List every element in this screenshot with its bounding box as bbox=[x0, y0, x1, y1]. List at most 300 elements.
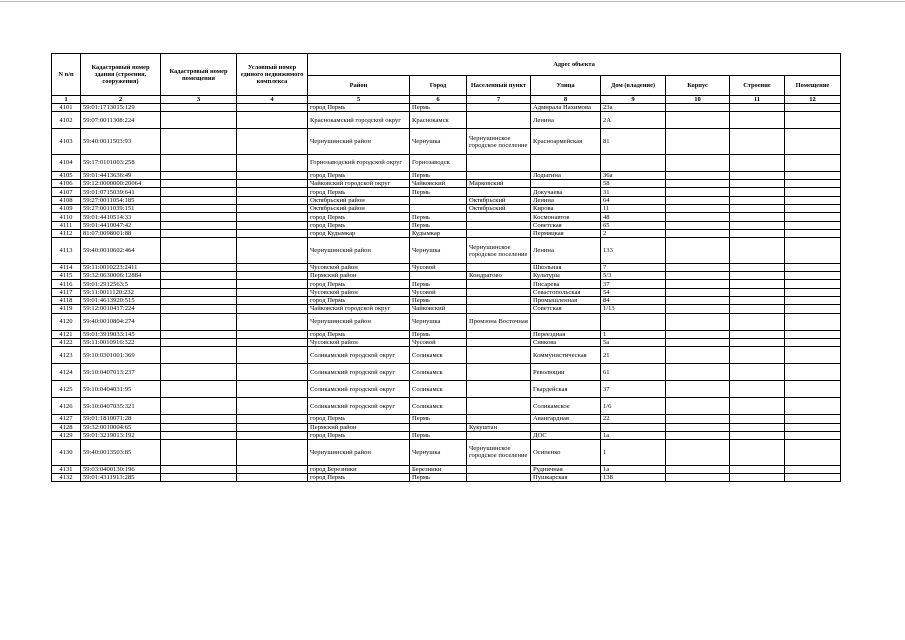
cell-city: Пермь bbox=[410, 431, 467, 439]
cell-locality bbox=[467, 297, 531, 305]
column-number-row bbox=[52, 96, 841, 104]
cell-building bbox=[730, 263, 785, 271]
cell-city: Чайковский bbox=[410, 180, 467, 188]
cell-district: город Березники bbox=[308, 465, 410, 473]
cell-conditional-number bbox=[237, 205, 308, 213]
cell-city bbox=[410, 205, 467, 213]
cell-block bbox=[666, 205, 730, 213]
cell-room bbox=[785, 180, 841, 188]
cell-city: Чусовой bbox=[410, 263, 467, 271]
cell-building bbox=[730, 338, 785, 346]
table-row bbox=[52, 180, 841, 188]
cell-cadastral-building: 81:07:0098001:88 bbox=[81, 229, 161, 237]
cell-room bbox=[785, 263, 841, 271]
cell-district: Чернушинский район bbox=[308, 238, 410, 264]
cell-building bbox=[730, 423, 785, 431]
cell-locality bbox=[467, 330, 531, 338]
cell-row-number: 4119 bbox=[52, 305, 81, 313]
cell-cadastral-room bbox=[161, 347, 237, 364]
table-row bbox=[52, 415, 841, 423]
cell-district: Соликамский городской округ bbox=[308, 364, 410, 381]
header-cadastral-building: Кадастровый номер здания (строения, сооружения) bbox=[81, 54, 161, 96]
cell-city: Пермь bbox=[410, 221, 467, 229]
cell-building bbox=[730, 297, 785, 305]
cell-row-number: 4104 bbox=[52, 154, 81, 171]
cell-cadastral-building: 59:10:0301001:369 bbox=[81, 347, 161, 364]
cell-cadastral-room bbox=[161, 280, 237, 288]
cell-cadastral-building: 59:40:0013503:85 bbox=[81, 440, 161, 466]
cell-cadastral-room bbox=[161, 205, 237, 213]
cell-city: Чернушка bbox=[410, 129, 467, 155]
cell-locality bbox=[467, 112, 531, 129]
table-row bbox=[52, 213, 841, 221]
cell-house: 1/13 bbox=[601, 305, 666, 313]
cell-conditional-number bbox=[237, 213, 308, 221]
cell-cadastral-building: 59:01:1810071:28 bbox=[81, 415, 161, 423]
cell-cadastral-building: 59:10:0407013:237 bbox=[81, 364, 161, 381]
cell-district: Соликамский городской округ bbox=[308, 381, 410, 398]
cell-block bbox=[666, 423, 730, 431]
cell-room bbox=[785, 213, 841, 221]
cell-locality bbox=[467, 381, 531, 398]
cell-city: Пермь bbox=[410, 330, 467, 338]
cell-cadastral-room bbox=[161, 229, 237, 237]
cell-cadastral-room bbox=[161, 112, 237, 129]
cell-cadastral-room bbox=[161, 440, 237, 466]
cell-house: 1/6 bbox=[601, 398, 666, 415]
cell-house: 138 bbox=[601, 474, 666, 482]
cell-building bbox=[730, 229, 785, 237]
cell-conditional-number bbox=[237, 415, 308, 423]
cell-cadastral-building: 59:01:2912563:5 bbox=[81, 280, 161, 288]
table-row bbox=[52, 272, 841, 280]
cell-city bbox=[410, 272, 467, 280]
cell-street: Промышленная bbox=[531, 297, 601, 305]
cell-cadastral-building: 59:40:0010804:274 bbox=[81, 313, 161, 330]
cell-room bbox=[785, 288, 841, 296]
table-row bbox=[52, 221, 841, 229]
cell-street bbox=[531, 423, 601, 431]
cell-house: 1а bbox=[601, 431, 666, 439]
cell-conditional-number bbox=[237, 440, 308, 466]
cell-cadastral-building: 59:01:3919033:145 bbox=[81, 330, 161, 338]
cell-district: Чернушинский район bbox=[308, 313, 410, 330]
cell-house: 64 bbox=[601, 196, 666, 204]
cell-locality bbox=[467, 280, 531, 288]
cell-house: 2А bbox=[601, 112, 666, 129]
cell-building bbox=[730, 238, 785, 264]
cell-house: 36а bbox=[601, 171, 666, 179]
cell-locality bbox=[467, 338, 531, 346]
cell-block bbox=[666, 347, 730, 364]
cell-conditional-number bbox=[237, 465, 308, 473]
cell-street: Культуры bbox=[531, 272, 601, 280]
cell-district: город Пермь bbox=[308, 171, 410, 179]
cell-cadastral-building: 59:32:0630006:12884 bbox=[81, 272, 161, 280]
cell-house: 65 bbox=[601, 221, 666, 229]
cell-house: 1 bbox=[601, 440, 666, 466]
cell-row-number: 4131 bbox=[52, 465, 81, 473]
cell-district: город Пермь bbox=[308, 415, 410, 423]
cell-conditional-number bbox=[237, 129, 308, 155]
cell-conditional-number bbox=[237, 112, 308, 129]
cell-block bbox=[666, 180, 730, 188]
table-row bbox=[52, 288, 841, 296]
cell-street: Кирова bbox=[531, 205, 601, 213]
cell-building bbox=[730, 129, 785, 155]
cell-locality: Октябрьский bbox=[467, 196, 531, 204]
cell-room bbox=[785, 297, 841, 305]
cell-cadastral-room bbox=[161, 338, 237, 346]
cell-row-number: 4105 bbox=[52, 171, 81, 179]
cell-building bbox=[730, 431, 785, 439]
cell-block bbox=[666, 297, 730, 305]
cell-cadastral-room bbox=[161, 213, 237, 221]
cell-street: Сивкова bbox=[531, 338, 601, 346]
cell-house: 37 bbox=[601, 280, 666, 288]
cell-block bbox=[666, 398, 730, 415]
table-row bbox=[52, 205, 841, 213]
cell-building bbox=[730, 154, 785, 171]
cell-room bbox=[785, 431, 841, 439]
cell-street: Докучаева bbox=[531, 188, 601, 196]
cell-locality bbox=[467, 347, 531, 364]
cell-locality: Кондратово bbox=[467, 272, 531, 280]
cell-block bbox=[666, 112, 730, 129]
cell-block bbox=[666, 474, 730, 482]
cell-building bbox=[730, 347, 785, 364]
cell-room bbox=[785, 313, 841, 330]
table-row bbox=[52, 338, 841, 346]
cell-city bbox=[410, 196, 467, 204]
cell-conditional-number bbox=[237, 171, 308, 179]
cell-cadastral-building: 59:10:0404031:95 bbox=[81, 381, 161, 398]
cell-conditional-number bbox=[237, 188, 308, 196]
cell-district: город Пермь bbox=[308, 213, 410, 221]
cell-row-number: 4132 bbox=[52, 474, 81, 482]
cell-cadastral-room bbox=[161, 465, 237, 473]
cell-cadastral-building: 59:11:0010916:322 bbox=[81, 338, 161, 346]
cell-locality bbox=[467, 221, 531, 229]
cell-cadastral-building: 59:01:1713015:129 bbox=[81, 104, 161, 112]
cell-house: 48 bbox=[601, 213, 666, 221]
header-house: Дом (владение) bbox=[601, 76, 666, 96]
cell-building bbox=[730, 474, 785, 482]
cell-cadastral-building: 59:10:0407035:321 bbox=[81, 398, 161, 415]
cell-district: Чернушинский район bbox=[308, 129, 410, 155]
table-row bbox=[52, 305, 841, 313]
cell-street: Осипенко bbox=[531, 440, 601, 466]
header-city: Город bbox=[410, 76, 467, 96]
cell-house: 22 bbox=[601, 415, 666, 423]
cell-locality bbox=[467, 154, 531, 171]
cell-district: Чусовской район bbox=[308, 338, 410, 346]
cell-cadastral-building: 59:11:0010223:2411 bbox=[81, 263, 161, 271]
cell-conditional-number bbox=[237, 364, 308, 381]
cell-district: город Пермь bbox=[308, 221, 410, 229]
cell-locality bbox=[467, 171, 531, 179]
cell-locality bbox=[467, 305, 531, 313]
cell-room bbox=[785, 338, 841, 346]
cell-cadastral-building: 59:12:0000000:20064 bbox=[81, 180, 161, 188]
cell-row-number: 4125 bbox=[52, 381, 81, 398]
table-row bbox=[52, 440, 841, 466]
cell-room bbox=[785, 398, 841, 415]
cell-city: Пермь bbox=[410, 280, 467, 288]
cell-city bbox=[410, 423, 467, 431]
cell-locality: Октябрьский bbox=[467, 205, 531, 213]
cell-street: Авангардная bbox=[531, 415, 601, 423]
registry-table bbox=[51, 53, 841, 482]
cell-conditional-number bbox=[237, 104, 308, 112]
cell-cadastral-room bbox=[161, 313, 237, 330]
header-row-top bbox=[52, 54, 841, 76]
cell-block bbox=[666, 221, 730, 229]
cell-building bbox=[730, 213, 785, 221]
cell-room bbox=[785, 196, 841, 204]
cell-room bbox=[785, 474, 841, 482]
cell-conditional-number bbox=[237, 221, 308, 229]
cell-locality bbox=[467, 229, 531, 237]
cell-building bbox=[730, 180, 785, 188]
cell-locality bbox=[467, 398, 531, 415]
table-row bbox=[52, 431, 841, 439]
cell-street: Советская bbox=[531, 305, 601, 313]
cell-row-number: 4116 bbox=[52, 280, 81, 288]
cell-street: Ленина bbox=[531, 196, 601, 204]
cell-locality bbox=[467, 415, 531, 423]
table-row bbox=[52, 154, 841, 171]
cell-city: Чернушка bbox=[410, 313, 467, 330]
cell-conditional-number bbox=[237, 431, 308, 439]
cell-street: Революции bbox=[531, 364, 601, 381]
cell-city: Пермь bbox=[410, 297, 467, 305]
cell-block bbox=[666, 364, 730, 381]
cell-cadastral-building: 59:27:0011039:151 bbox=[81, 205, 161, 213]
cell-room bbox=[785, 440, 841, 466]
cell-street: Ленина bbox=[531, 238, 601, 264]
cell-conditional-number bbox=[237, 229, 308, 237]
cell-district: город Пермь bbox=[308, 431, 410, 439]
scan-edge-line bbox=[0, 1, 905, 2]
cell-building bbox=[730, 398, 785, 415]
cell-conditional-number bbox=[237, 154, 308, 171]
cell-block bbox=[666, 154, 730, 171]
cell-street: Соликамское bbox=[531, 398, 601, 415]
cell-city: Чернушка bbox=[410, 440, 467, 466]
cell-row-number: 4117 bbox=[52, 288, 81, 296]
column-number: 1 bbox=[52, 96, 81, 104]
cell-conditional-number bbox=[237, 313, 308, 330]
cell-cadastral-room bbox=[161, 423, 237, 431]
column-number: 4 bbox=[237, 96, 308, 104]
cell-conditional-number bbox=[237, 180, 308, 188]
cell-block bbox=[666, 415, 730, 423]
cell-row-number: 4111 bbox=[52, 221, 81, 229]
cell-city: Краснокамск bbox=[410, 112, 467, 129]
cell-row-number: 4129 bbox=[52, 431, 81, 439]
cell-conditional-number bbox=[237, 297, 308, 305]
cell-row-number: 4120 bbox=[52, 313, 81, 330]
cell-block bbox=[666, 263, 730, 271]
cell-city: Горнозаводск bbox=[410, 154, 467, 171]
cell-district: город Пермь bbox=[308, 474, 410, 482]
cell-building bbox=[730, 330, 785, 338]
cell-block bbox=[666, 196, 730, 204]
table-row bbox=[52, 112, 841, 129]
cell-conditional-number bbox=[237, 423, 308, 431]
cell-cadastral-room bbox=[161, 196, 237, 204]
cell-conditional-number bbox=[237, 238, 308, 264]
cell-room bbox=[785, 347, 841, 364]
cell-cadastral-room bbox=[161, 129, 237, 155]
cell-street: Ленина bbox=[531, 112, 601, 129]
cell-cadastral-room bbox=[161, 263, 237, 271]
cell-room bbox=[785, 423, 841, 431]
cell-cadastral-building: 59:01:4410047:42 bbox=[81, 221, 161, 229]
table-row bbox=[52, 398, 841, 415]
cell-district: Соликамский городской округ bbox=[308, 347, 410, 364]
cell-house: 11 bbox=[601, 205, 666, 213]
cell-row-number: 4121 bbox=[52, 330, 81, 338]
cell-city: Пермь bbox=[410, 415, 467, 423]
cell-cadastral-room bbox=[161, 104, 237, 112]
cell-street: Рудничная bbox=[531, 465, 601, 473]
cell-conditional-number bbox=[237, 196, 308, 204]
column-number: 10 bbox=[666, 96, 730, 104]
table-row bbox=[52, 196, 841, 204]
cell-building bbox=[730, 272, 785, 280]
cell-house bbox=[601, 423, 666, 431]
cell-house: 5а bbox=[601, 338, 666, 346]
cell-house: 23а bbox=[601, 104, 666, 112]
table-row bbox=[52, 129, 841, 155]
cell-city: Пермь bbox=[410, 213, 467, 221]
cell-street: Советская bbox=[531, 221, 601, 229]
table-row bbox=[52, 313, 841, 330]
header-room: Помещение bbox=[785, 76, 841, 96]
table-body bbox=[52, 104, 841, 482]
cell-locality bbox=[467, 474, 531, 482]
cell-locality bbox=[467, 465, 531, 473]
cell-cadastral-building: 59:01:3219013:192 bbox=[81, 431, 161, 439]
cell-house: 37 bbox=[601, 381, 666, 398]
cell-room bbox=[785, 272, 841, 280]
cell-conditional-number bbox=[237, 272, 308, 280]
cell-row-number: 4112 bbox=[52, 229, 81, 237]
table-row bbox=[52, 280, 841, 288]
cell-row-number: 4128 bbox=[52, 423, 81, 431]
cell-building bbox=[730, 313, 785, 330]
cell-house: 1 bbox=[601, 330, 666, 338]
cell-row-number: 4130 bbox=[52, 440, 81, 466]
cell-cadastral-building: 59:40:0010602:464 bbox=[81, 238, 161, 264]
cell-locality bbox=[467, 431, 531, 439]
cell-block bbox=[666, 238, 730, 264]
table-row bbox=[52, 474, 841, 482]
cell-district: город Кудымкар bbox=[308, 229, 410, 237]
cell-building bbox=[730, 305, 785, 313]
cell-conditional-number bbox=[237, 288, 308, 296]
cell-cadastral-room bbox=[161, 364, 237, 381]
cell-cadastral-building: 59:11:0011120:232 bbox=[81, 288, 161, 296]
cell-row-number: 4103 bbox=[52, 129, 81, 155]
cell-block bbox=[666, 229, 730, 237]
cell-city: Березники bbox=[410, 465, 467, 473]
cell-cadastral-building: 59:07:0011308:224 bbox=[81, 112, 161, 129]
table-row bbox=[52, 381, 841, 398]
cell-block bbox=[666, 381, 730, 398]
column-number: 2 bbox=[81, 96, 161, 104]
cell-cadastral-room bbox=[161, 221, 237, 229]
cell-locality bbox=[467, 104, 531, 112]
cell-city: Соликамск bbox=[410, 398, 467, 415]
cell-block bbox=[666, 305, 730, 313]
column-number: 3 bbox=[161, 96, 237, 104]
cell-building bbox=[730, 280, 785, 288]
cell-block bbox=[666, 330, 730, 338]
cell-row-number: 4102 bbox=[52, 112, 81, 129]
cell-cadastral-room bbox=[161, 171, 237, 179]
header-n: N п/п bbox=[52, 54, 81, 96]
cell-district: Пермский район bbox=[308, 423, 410, 431]
cell-house: 81 bbox=[601, 129, 666, 155]
cell-locality: Кукуштан bbox=[467, 423, 531, 431]
cell-cadastral-building: 59:01:4613920:515 bbox=[81, 297, 161, 305]
cell-street: Переездная bbox=[531, 330, 601, 338]
cell-city: Соликамск bbox=[410, 347, 467, 364]
cell-district: Чусовской район bbox=[308, 288, 410, 296]
cell-row-number: 4101 bbox=[52, 104, 81, 112]
header-locality: Населенный пункт bbox=[467, 76, 531, 96]
cell-conditional-number bbox=[237, 330, 308, 338]
cell-room bbox=[785, 238, 841, 264]
cell-block bbox=[666, 280, 730, 288]
cell-district: город Пермь bbox=[308, 330, 410, 338]
cell-cadastral-building: 59:01:4413636:49 bbox=[81, 171, 161, 179]
cell-building bbox=[730, 188, 785, 196]
table-row bbox=[52, 465, 841, 473]
cell-room bbox=[785, 104, 841, 112]
cell-row-number: 4114 bbox=[52, 263, 81, 271]
cell-house: 5/3 bbox=[601, 272, 666, 280]
cell-room bbox=[785, 280, 841, 288]
cell-conditional-number bbox=[237, 280, 308, 288]
cell-cadastral-room bbox=[161, 381, 237, 398]
cell-street bbox=[531, 180, 601, 188]
cell-conditional-number bbox=[237, 398, 308, 415]
cell-street: Севастопольская bbox=[531, 288, 601, 296]
header-conditional-number: Условный номер единого недвижимого комплекса bbox=[237, 54, 308, 96]
cell-row-number: 4127 bbox=[52, 415, 81, 423]
cell-city: Чусовой bbox=[410, 288, 467, 296]
cell-building bbox=[730, 381, 785, 398]
cell-conditional-number bbox=[237, 474, 308, 482]
cell-room bbox=[785, 154, 841, 171]
cell-district: Горнозаводский городской округ bbox=[308, 154, 410, 171]
cell-building bbox=[730, 465, 785, 473]
cell-locality bbox=[467, 188, 531, 196]
cell-building bbox=[730, 364, 785, 381]
cell-locality: Промзона Восточная bbox=[467, 313, 531, 330]
cell-district: Чайковский городской округ bbox=[308, 305, 410, 313]
cell-block bbox=[666, 338, 730, 346]
cell-row-number: 4107 bbox=[52, 188, 81, 196]
cell-city: Чусовой bbox=[410, 338, 467, 346]
cell-cadastral-building: 59:32:0010004:65 bbox=[81, 423, 161, 431]
cell-room bbox=[785, 229, 841, 237]
cell-cadastral-building: 59:01:4410514:33 bbox=[81, 213, 161, 221]
